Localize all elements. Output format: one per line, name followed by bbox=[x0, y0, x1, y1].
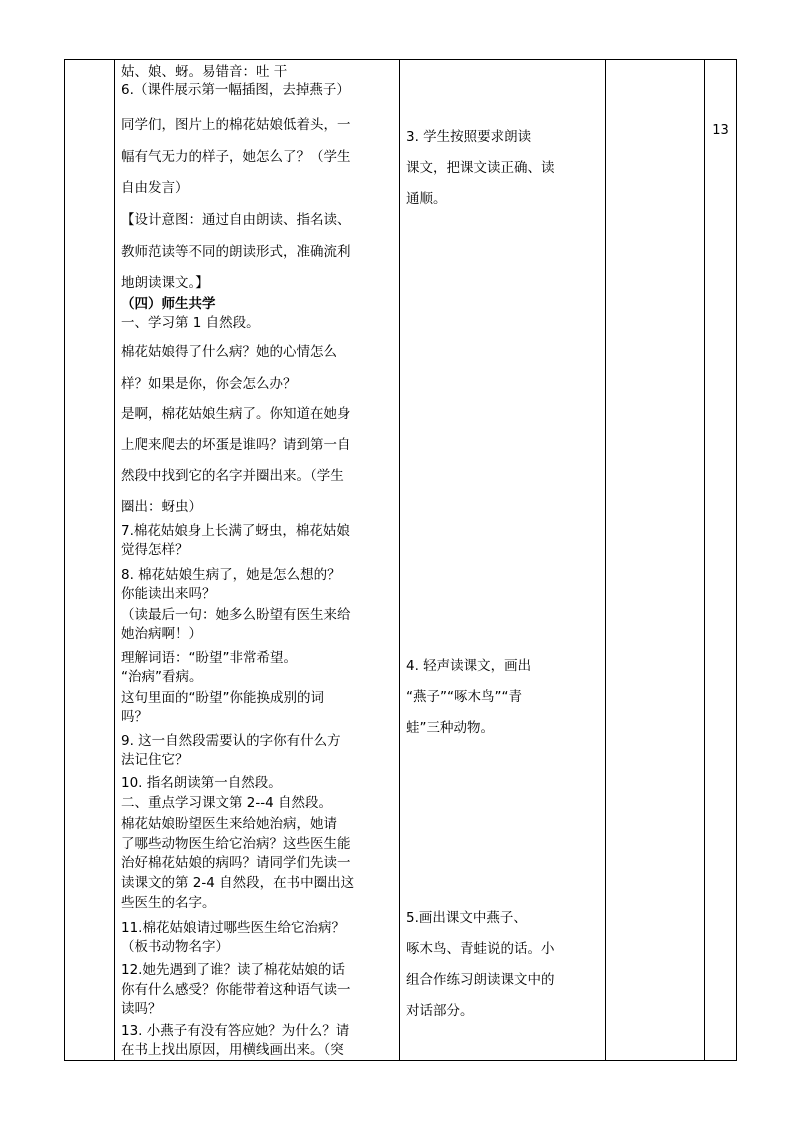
table-col-line-5 bbox=[736, 59, 737, 1061]
lesson_cells.19.lines-line: 13. 小燕子有没有答应她？为什么？请 bbox=[121, 1023, 350, 1039]
table-col-line-2 bbox=[399, 59, 400, 1061]
lesson_cells.15.lines-line: 二、重点学习课文第 2--4 自然段。 bbox=[121, 795, 333, 811]
student-block bbox=[406, 903, 555, 1027]
lesson_cells.3.lines-line: 教师范读等不同的朗读形式，准确流利 bbox=[121, 243, 351, 260]
lesson_cells.3.lines-line: 地朗读课文。】 bbox=[121, 275, 209, 291]
lesson_cells.2.lines-line: 幅有气无力的样子，她怎么了？（学生 bbox=[121, 148, 351, 165]
lesson-block bbox=[121, 110, 351, 205]
lesson-block bbox=[121, 566, 341, 604]
student_cells.1.lines-line: 4. 轻声读课文，画出 bbox=[406, 658, 532, 674]
lesson_cells.8.lines-line: 觉得怎样？ bbox=[121, 542, 189, 558]
student-block bbox=[406, 651, 531, 744]
time-cell bbox=[705, 124, 736, 137]
lesson-block bbox=[121, 732, 341, 770]
lesson_cells.7.lines-line: 然段中找到它的名字并圈出来。（学生 bbox=[121, 468, 344, 484]
lesson-block bbox=[121, 649, 297, 687]
lesson_cells.12.lines-line: 吗？ bbox=[121, 709, 148, 725]
table-col-line-1 bbox=[114, 59, 115, 1061]
time-value: 13 bbox=[712, 123, 729, 138]
lesson_cells.10.lines-line: （读最后一句：她多么盼望有医生来给 bbox=[121, 607, 351, 623]
table-border-bottom bbox=[64, 1060, 737, 1061]
student_cells.2.lines-line: 组合作练习朗读课文中的 bbox=[406, 972, 555, 988]
lesson_cells.9.lines-line: 你能读出来吗？ bbox=[121, 586, 216, 602]
lesson_cells.16.lines-line: 些医生的名字。 bbox=[121, 894, 216, 911]
student_cells.0.lines-line: 通顺。 bbox=[406, 191, 447, 207]
lesson_cells.7.lines-line: 上爬来爬去的坏蛋是谁吗？请到第一自 bbox=[121, 437, 351, 453]
lesson_cells.13.lines-line: 法记住它？ bbox=[121, 752, 189, 768]
student_cells.2.lines-line: 对话部分。 bbox=[406, 1003, 474, 1019]
lesson_cells.4.lines-line: （四）师生共学 bbox=[121, 296, 216, 312]
student_cells.0.lines-line: 课文，把课文读正确、读 bbox=[406, 160, 555, 176]
lesson_cells.8.lines-line: 7.棉花姑娘身上长满了蚜虫，棉花姑娘 bbox=[121, 523, 350, 539]
student_cells.1.lines-line: “燕子”“啄木鸟”“青 bbox=[406, 689, 522, 705]
lesson_cells.11.lines-line: 理解词语：“盼望”非常希望。 bbox=[121, 650, 297, 666]
lesson_cells.5.lines-line: 一、学习第 1 自然段。 bbox=[121, 315, 260, 331]
lesson_cells.18.lines-line: 读吗？ bbox=[121, 1001, 162, 1017]
lesson_cells.16.lines-line: 了哪些动物医生给它治病？这些医生能 bbox=[121, 835, 351, 852]
section-heading bbox=[121, 295, 216, 313]
lesson-block bbox=[121, 961, 351, 1020]
lesson_cells.9.lines-line: 8. 棉花姑娘生病了，她是怎么想的？ bbox=[121, 567, 341, 583]
table-border-top bbox=[64, 59, 737, 60]
lesson-block bbox=[121, 337, 337, 400]
student-block bbox=[406, 122, 555, 215]
lesson_cells.17.lines-line: （板书动物名字） bbox=[121, 939, 229, 955]
lesson_cells.13.lines-line: 9. 这一自然段需要认的字你有什么方 bbox=[121, 733, 341, 749]
lesson-block bbox=[121, 522, 350, 560]
lesson-block bbox=[121, 314, 260, 332]
lesson_cells.7.lines-line: 圈出：蚜虫） bbox=[121, 499, 202, 515]
lesson_cells.11.lines-line: “治病”看病。 bbox=[121, 669, 203, 685]
lesson_cells.18.lines-line: 你有什么感受？你能带着这种语气读一 bbox=[121, 981, 351, 998]
student_cells.1.lines-line: 蛙”三种动物。 bbox=[406, 720, 494, 736]
lesson_cells.16.lines-line: 读课文的第 2-4 自然段，在书中圈出这 bbox=[121, 875, 355, 892]
lesson-block bbox=[121, 399, 351, 523]
table-col-line-3 bbox=[605, 59, 606, 1061]
lesson_cells.14.lines-line: 10. 指名朗读第一自然段。 bbox=[121, 775, 282, 791]
lesson_cells.16.lines-line: 治好棉花姑娘的病吗？请同学们先读一 bbox=[121, 855, 351, 872]
lesson-block bbox=[121, 689, 324, 727]
lesson_cells.10.lines-line: 她治病啊！） bbox=[121, 626, 202, 642]
lesson_cells.6.lines-line: 样？如果是你，你会怎么办？ bbox=[121, 375, 297, 392]
student_cells.0.lines-line: 3. 学生按照要求朗读 bbox=[406, 129, 532, 145]
lesson-block bbox=[121, 794, 332, 813]
lesson_cells.17.lines-line: 11.棉花姑娘请过哪些医生给它治病？ bbox=[121, 920, 345, 936]
lesson_cells.6.lines-line: 棉花姑娘得了什么病？她的心情怎么 bbox=[121, 344, 337, 360]
table-col-line-4 bbox=[704, 59, 705, 1061]
table-col-line-0 bbox=[64, 59, 65, 1061]
lesson-block bbox=[121, 606, 351, 644]
lesson-block bbox=[121, 63, 287, 81]
lesson-block bbox=[121, 1022, 349, 1060]
lesson-block bbox=[121, 81, 350, 99]
lesson_cells.7.lines-line: 是啊，棉花姑娘生病了。你知道在她身 bbox=[121, 406, 351, 422]
lesson_cells.3.lines-line: 【设计意图：通过自由朗读、指名读、 bbox=[121, 212, 351, 228]
lesson_cells.0.lines-line: 姑、娘、蚜。易错音：吐 干 bbox=[121, 64, 288, 80]
lesson-block bbox=[121, 815, 354, 914]
student_cells.2.lines-line: 啄木鸟、青蛙说的话。小 bbox=[406, 941, 555, 957]
lesson_cells.12.lines-line: 这句里面的“盼望”你能换成别的词 bbox=[121, 690, 324, 706]
student_cells.2.lines-line: 5.画出课文中燕子、 bbox=[406, 910, 527, 926]
lesson_cells.2.lines-line: 自由发言） bbox=[121, 180, 189, 196]
lesson_cells.19.lines-line: 在书上找出原因，用横线画出来。（突 bbox=[121, 1042, 344, 1058]
lesson-block bbox=[121, 774, 282, 793]
lesson_cells.18.lines-line: 12.她先遇到了谁？读了棉花姑娘的话 bbox=[121, 962, 345, 978]
lesson-block bbox=[121, 919, 345, 957]
lesson_cells.1.lines-line: 6.（课件展示第一幅插图，去掉燕子） bbox=[121, 82, 350, 98]
lesson-block bbox=[121, 205, 351, 300]
lesson_cells.2.lines-line: 同学们，图片上的棉花姑娘低着头，一 bbox=[121, 117, 351, 133]
lesson_cells.16.lines-line: 棉花姑娘盼望医生来给她治病，她请 bbox=[121, 816, 337, 832]
